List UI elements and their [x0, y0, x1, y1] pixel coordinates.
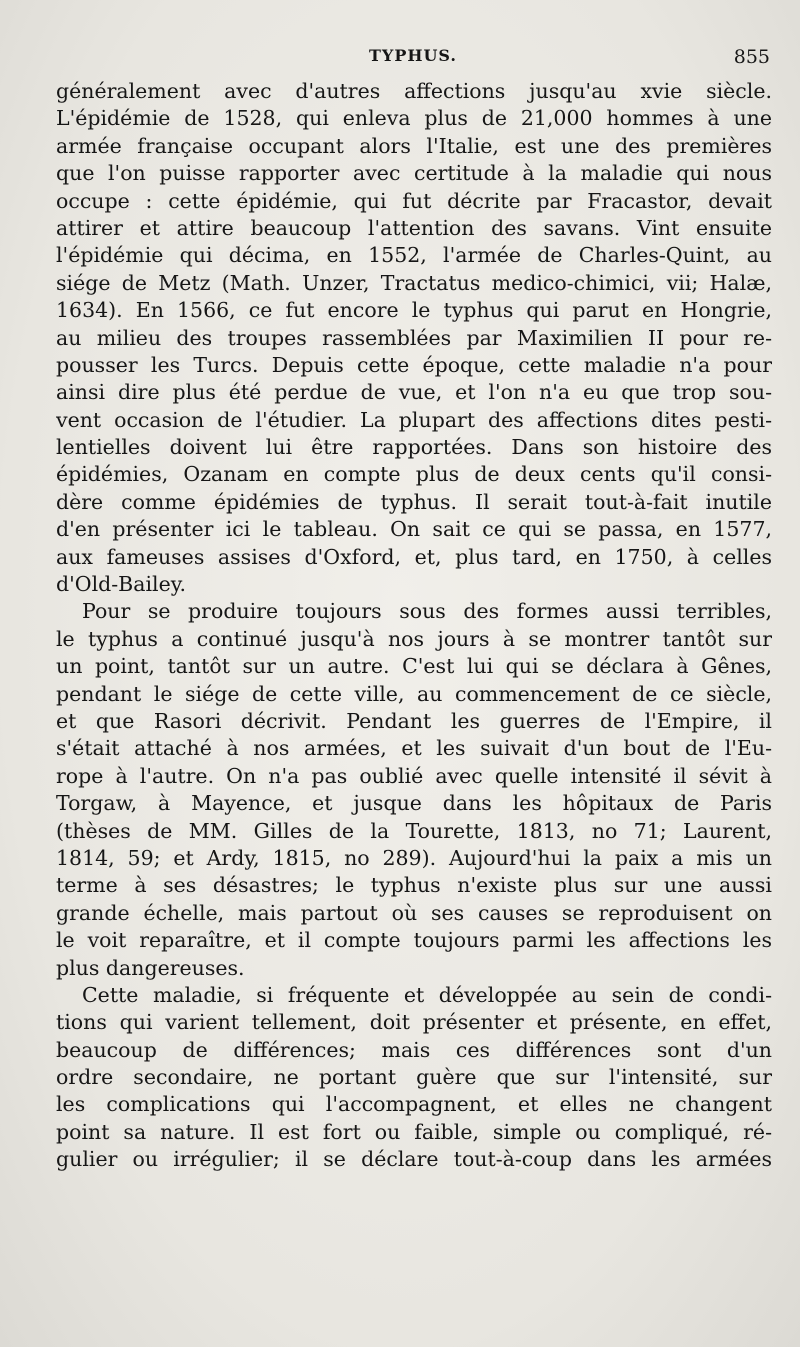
text-line: les complications qui l'accompagnent, et elles ne changent — [56, 1092, 772, 1117]
text-line: que l'on puisse rapporter avec certitude à la maladie qui nous — [56, 161, 772, 186]
text-line: (thèses de MM. Gilles de la Tourette, 1813, no 71; Laurent, — [56, 818, 772, 843]
text-line: beaucoup de différences; mais ces différences sont d'un — [56, 1037, 772, 1062]
text-line: tions qui varient tellement, doit présenter et présente, en effet, — [56, 1010, 772, 1035]
text-line-paragraph-start: Pour se produire toujours sous des formes aussi terribles, — [82, 599, 772, 624]
text-line: généralement avec d'autres affections jusqu'au xvie siècle. — [56, 79, 772, 103]
text-line: épidémies, Ozanam en compte plus de deux cents qu'il consi- — [56, 462, 772, 487]
running-head — [56, 46, 770, 72]
text-line: le typhus a continué jusqu'à nos jours à se montrer tantôt sur — [56, 626, 772, 651]
text-line: grande échelle, mais partout où ses causes se reproduisent on — [56, 900, 772, 925]
page-number: 855 — [733, 46, 770, 68]
text-line: lentielles doivent lui être rapportées. Dans son histoire des — [56, 435, 772, 460]
text-line: terme à ses désastres; le typhus n'existe plus sur une aussi — [56, 873, 772, 898]
text-line: 1814, 59; et Ardy, 1815, no 289). Aujourd'hui la paix a mis un — [56, 845, 772, 870]
text-line-paragraph-start: Cette maladie, si fréquente et développée au sein de condi- — [82, 982, 772, 1007]
text-line: un point, tantôt sur un autre. C'est lui qui se déclara à Gênes, — [56, 654, 772, 679]
text-line: Torgaw, à Mayence, et jusque dans les hôpitaux de Paris — [56, 791, 772, 816]
text-line: L'épidémie de 1528, qui enleva plus de 21,000 hommes à une — [56, 106, 772, 131]
body-text — [56, 78, 772, 1174]
text-line: pendant le siége de cette ville, au commencement de ce siècle, — [56, 681, 772, 706]
text-line: siége de Metz (Math. Unzer, Tractatus medico-chimici, vii; Halæ, — [56, 270, 772, 295]
text-line: et que Rasori décrivit. Pendant les guerres de l'Empire, il — [56, 708, 772, 733]
text-line: vent occasion de l'étudier. La plupart des affections dites pesti- — [56, 407, 772, 432]
text-line-paragraph-end: d'Old-Bailey. — [56, 572, 187, 597]
text-line: l'épidémie qui décima, en 1552, l'armée de Charles-Quint, au — [56, 243, 772, 268]
text-line: ainsi dire plus été perdue de vue, et l'on n'a eu que trop sou- — [56, 380, 772, 405]
text-line: pousser les Turcs. Depuis cette époque, cette maladie n'a pour — [56, 352, 772, 377]
text-line: s'était attaché à nos armées, et les suivait d'un bout de l'Eu- — [56, 736, 772, 761]
text-line: 1634). En 1566, ce fut encore le typhus qui parut en Hongrie, — [56, 298, 772, 323]
text-line: point sa nature. Il est fort ou faible, simple ou compliqué, ré- — [56, 1119, 772, 1144]
text-line: armée française occupant alors l'Italie, est une des premières — [56, 133, 772, 158]
text-line-paragraph-end: plus dangereuses. — [56, 955, 245, 980]
text-line: dère comme épidémies de typhus. Il serait tout-à-fait inutile — [56, 489, 772, 514]
text-line: le voit reparaître, et il compte toujours parmi les affections les — [56, 928, 772, 953]
text-line: aux fameuses assises d'Oxford, et, plus tard, en 1750, à celles — [56, 544, 772, 569]
text-line: au milieu des troupes rassemblées par Maximilien II pour re- — [56, 325, 772, 350]
text-line: d'en présenter ici le tableau. On sait ce qui se passa, en 1577, — [56, 517, 772, 542]
text-line: rope à l'autre. On n'a pas oublié avec quelle intensité il sévit à — [56, 763, 772, 788]
running-title: TYPHUS. — [369, 46, 457, 65]
text-line: occupe : cette épidémie, qui fut décrite par Fracastor, devait — [56, 188, 772, 213]
text-line: ordre secondaire, ne portant guère que sur l'intensité, sur — [56, 1065, 772, 1090]
text-line: attirer et attire beaucoup l'attention des savans. Vint ensuite — [56, 215, 772, 240]
text-line: gulier ou irrégulier; il se déclare tout-à-coup dans les armées — [56, 1147, 772, 1172]
